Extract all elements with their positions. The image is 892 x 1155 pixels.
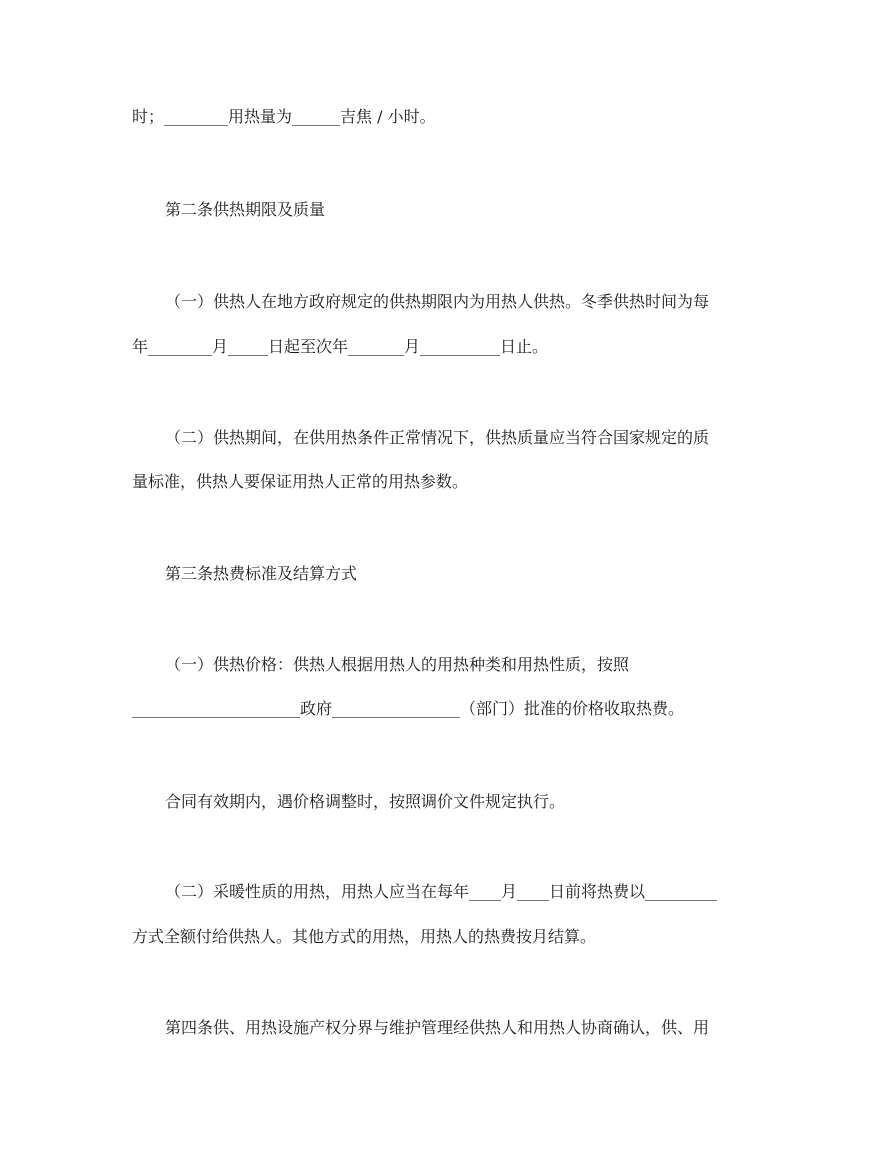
text-line-11: （二）采暖性质的用热，用热人应当在每年____月____日前将热费以_________ xyxy=(165,882,718,901)
article-4-heading: 第四条供、用热设施产权分界与维护管理经供热人和用热人协商确认，供、用 xyxy=(165,1018,710,1037)
text-line-12: 方式全额付给供热人。其他方式的用热，用热人的热费按月结算。 xyxy=(132,927,597,946)
text-line-1: 时；________用热量为______吉焦 / 小时。 xyxy=(132,107,436,126)
text-line-9: _____________________政府________________（部门）批准的价格收取热费。 xyxy=(132,699,685,718)
text-line-3: （一）供热人在地方政府规定的供热期限内为用热人供热。冬季供热时间为每 xyxy=(165,292,710,311)
text-line-5: （二）供热期间，在供用热条件正常情况下，供热质量应当符合国家规定的质 xyxy=(165,428,710,447)
text-line-4: 年________月_____日起至次年_______月__________日止。 xyxy=(132,337,549,356)
article-3-heading: 第三条热费标准及结算方式 xyxy=(165,564,358,583)
text-line-6: 量标准，供热人要保证用热人正常的用热参数。 xyxy=(132,472,469,491)
article-2-heading: 第二条供热期限及质量 xyxy=(165,200,326,219)
text-line-10: 合同有效期内，遇价格调整时，按照调价文件规定执行。 xyxy=(165,792,566,811)
text-line-8: （一）供热价格：供热人根据用热人的用热种类和用热性质，按照 xyxy=(165,655,630,674)
